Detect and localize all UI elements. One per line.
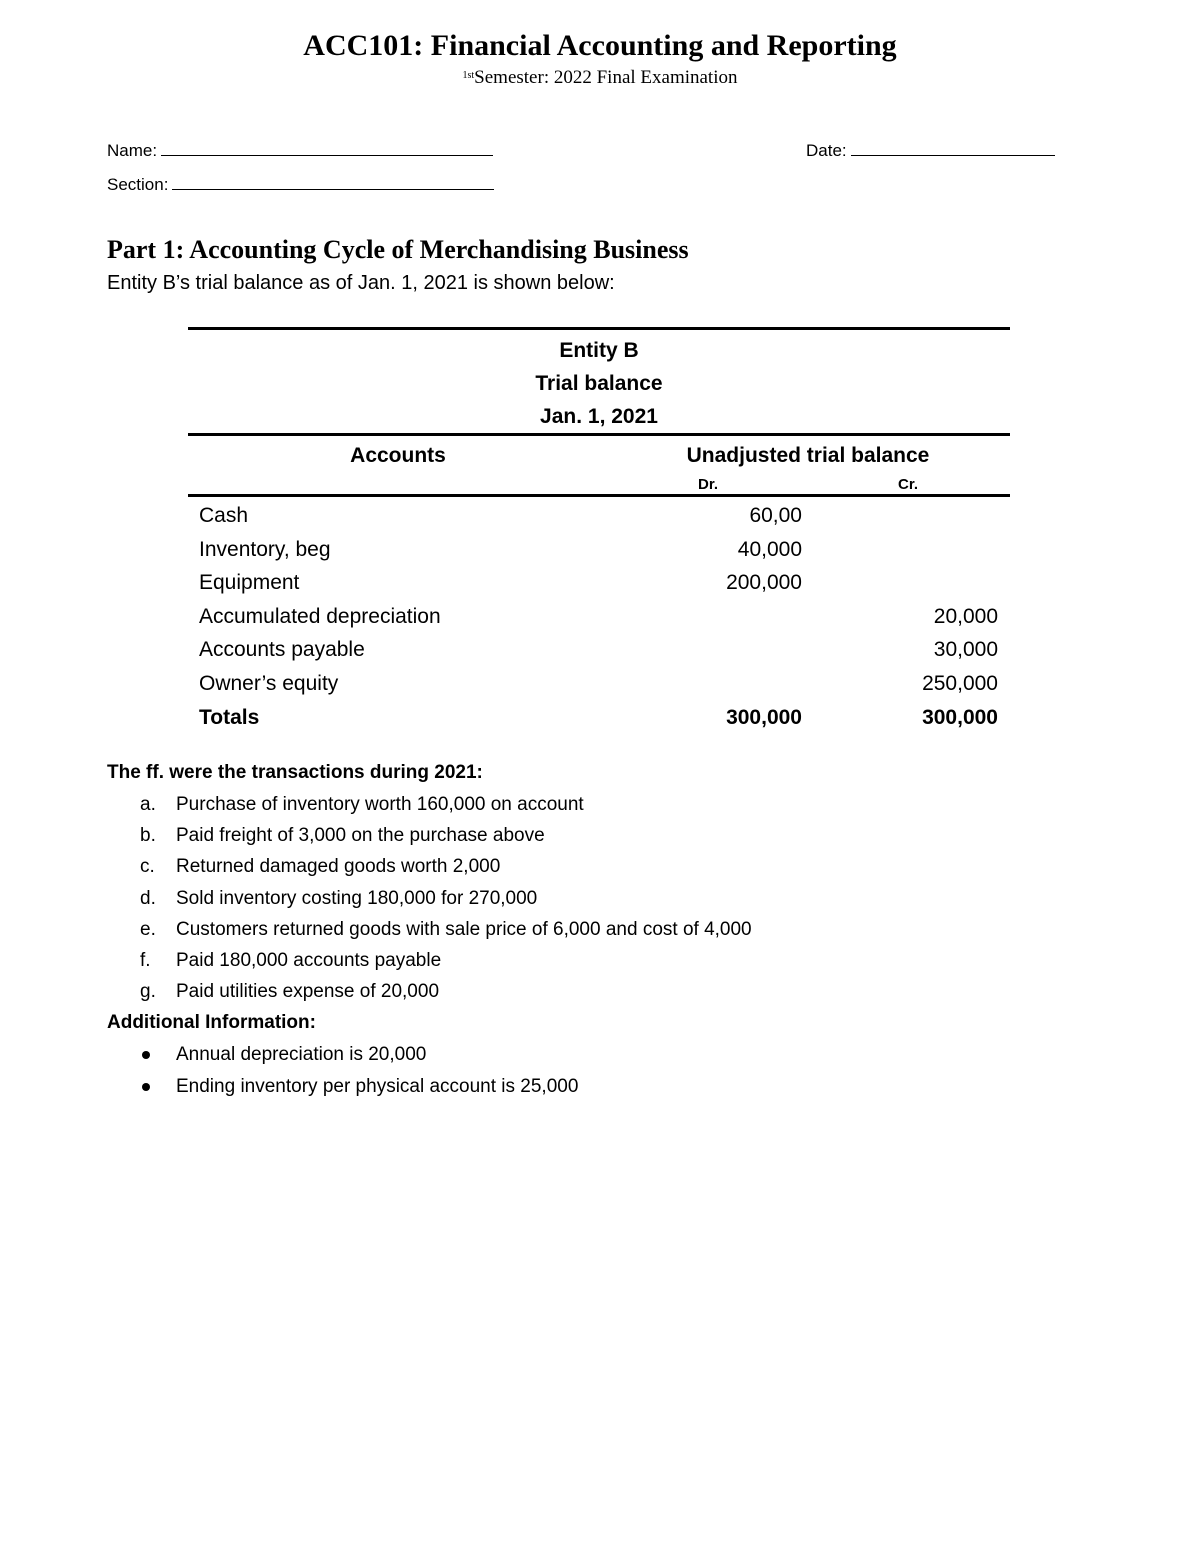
item-letter: b.: [140, 825, 156, 847]
credit-column-header: Cr.: [897, 476, 918, 493]
item-text: Annual depreciation is 20,000: [176, 1044, 427, 1065]
table-row: [188, 533, 1010, 567]
table-row: [188, 633, 1010, 667]
statement-title: Trial balance: [535, 372, 663, 395]
date-blank-line[interactable]: [851, 141, 1055, 156]
debit-amount: 60,00: [749, 504, 802, 527]
bullet-icon: [142, 1083, 150, 1091]
section-field[interactable]: [107, 174, 494, 196]
item-letter: g.: [140, 981, 156, 1003]
semester-ordinal: 1st: [462, 70, 475, 81]
date-label: Date:: [806, 141, 847, 160]
semester-text: Semester: 2022 Final Examination: [474, 67, 738, 88]
table-row: [188, 667, 1010, 701]
debit-amount: 40,000: [737, 537, 802, 561]
date-field[interactable]: [806, 140, 1055, 162]
bullet-icon: [142, 1051, 150, 1059]
credit-amount: 30,000: [933, 638, 998, 662]
table-body: [188, 497, 1010, 734]
item-text: Ending inventory per physical account is 25,000: [176, 1075, 579, 1097]
name-label: Name:: [107, 141, 158, 160]
item-letter: f.: [140, 949, 151, 971]
credit-amount: 20,000: [933, 604, 998, 628]
table-row: [188, 600, 1010, 634]
column-headers: [188, 436, 1010, 494]
item-text: Customers returned goods with sale price of 6,000 and cost of 4,000: [176, 918, 752, 940]
part-1-title: Part 1: Accounting Cycle of Merchandising Business: [107, 235, 689, 264]
statement-date: Jan. 1, 2021: [540, 405, 658, 428]
name-field[interactable]: [107, 140, 493, 162]
entity-name: Entity B: [559, 339, 639, 362]
section-blank-line[interactable]: [172, 175, 494, 190]
total-credit: 300,000: [922, 705, 998, 729]
account-name: Accumulated depreciation: [199, 604, 441, 628]
account-name: Owner’s equity: [199, 671, 339, 695]
item-letter: d.: [140, 887, 156, 909]
account-name: Inventory, beg: [199, 537, 331, 561]
trial-balance-table: [188, 327, 1010, 734]
table-row: [188, 566, 1010, 600]
totals-row: [188, 701, 1010, 735]
document-subtitle: [0, 66, 1200, 90]
document-title: ACC101: Financial Accounting and Reporting: [303, 29, 897, 62]
item-text: Paid utilities expense of 20,000: [176, 981, 440, 1003]
item-text: Paid freight of 3,000 on the purchase above: [176, 825, 545, 847]
item-text: Sold inventory costing 180,000 for 270,000: [176, 887, 538, 909]
account-name: Cash: [199, 504, 249, 527]
accounts-column-header: Accounts: [350, 444, 446, 467]
debit-amount: 200,000: [726, 571, 802, 595]
item-letter: c.: [140, 856, 155, 878]
item-text: Paid 180,000 accounts payable: [176, 949, 442, 971]
trial-balance-heading: [188, 330, 1010, 433]
item-text: Returned damaged goods worth 2,000: [176, 856, 501, 878]
table-row: [188, 499, 1010, 533]
total-debit: 300,000: [726, 705, 802, 729]
transactions-heading: The ff. were the transactions during 2021:: [107, 762, 483, 783]
item-letter: a.: [140, 794, 156, 815]
part-1-intro: Entity B’s trial balance as of Jan. 1, 2021 is shown below:: [107, 272, 615, 294]
account-name: Equipment: [199, 571, 300, 595]
item-text: Purchase of inventory worth 160,000 on account: [176, 794, 584, 815]
section-label: Section:: [107, 175, 169, 194]
item-letter: e.: [140, 918, 156, 940]
debit-column-header: Dr.: [697, 476, 718, 493]
name-blank-line[interactable]: [161, 141, 493, 156]
additional-info-heading: Additional Information:: [107, 1012, 316, 1033]
unadjusted-column-header: Unadjusted trial balance: [686, 444, 930, 467]
account-name: Accounts payable: [199, 638, 365, 662]
credit-amount: 250,000: [922, 671, 998, 695]
totals-label: Totals: [199, 705, 260, 729]
